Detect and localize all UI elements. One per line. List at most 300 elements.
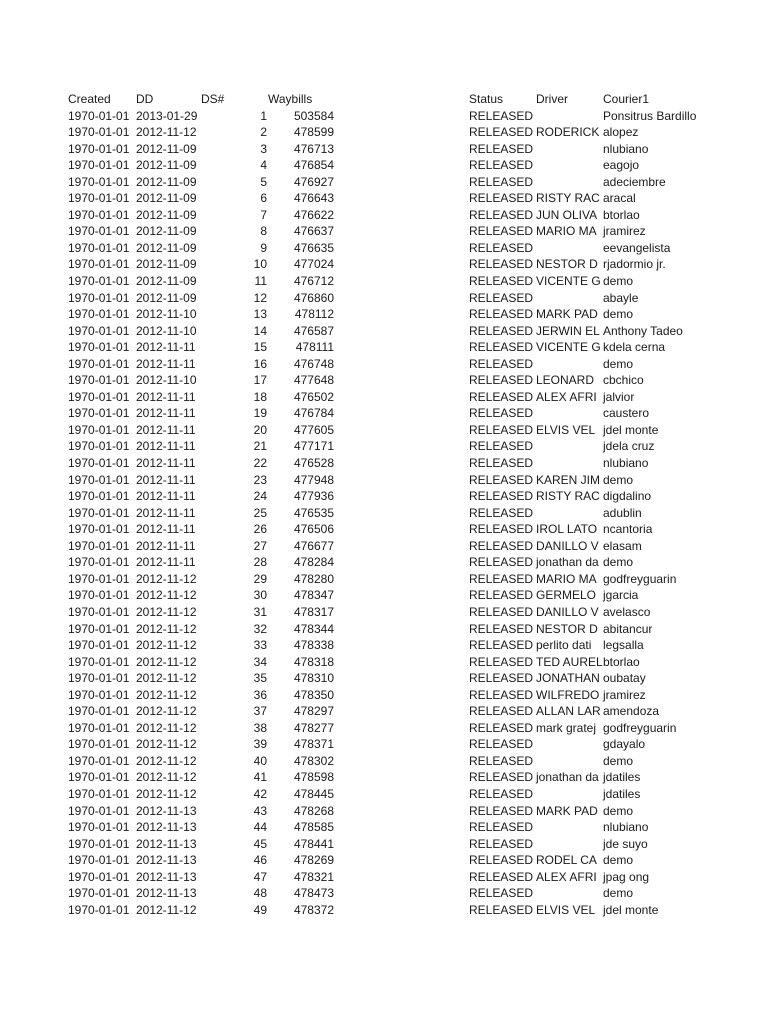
cell-created: 1970-01-01: [68, 588, 130, 603]
cell-created: 1970-01-01: [68, 753, 130, 768]
cell-waybill: 476927: [293, 174, 334, 189]
cell-waybill: 477948: [293, 472, 334, 487]
cell-created: 1970-01-01: [68, 687, 130, 702]
cell-courier: abitancur: [603, 621, 653, 636]
cell-dd: 2012-11-11: [136, 489, 196, 504]
cell-driver: TED AUREL: [536, 654, 603, 669]
cell-ds: 3: [260, 141, 267, 156]
cell-ds: 40: [253, 753, 267, 768]
cell-dd: 2012-11-11: [136, 472, 196, 487]
cell-dd: 2012-11-12: [136, 902, 197, 917]
cell-courier: jpag ong: [603, 869, 650, 884]
cell-status: RELEASED: [469, 538, 534, 553]
cell-courier: adublin: [603, 505, 642, 520]
cell-courier: nlubiano: [603, 456, 649, 471]
cell-waybill: 478302: [293, 753, 334, 768]
cell-status: RELEASED: [469, 737, 534, 752]
cell-created: 1970-01-01: [68, 654, 130, 669]
cell-waybill: 476535: [293, 505, 334, 520]
cell-dd: 2012-11-09: [136, 274, 197, 289]
cell-created: 1970-01-01: [68, 853, 130, 868]
cell-courier: demo: [603, 753, 634, 768]
cell-waybill: 478344: [293, 621, 334, 636]
cell-status: RELEASED: [469, 141, 534, 156]
cell-created: 1970-01-01: [68, 786, 130, 801]
cell-driver: jonathan da: [536, 555, 599, 570]
table-row: [0, 654, 768, 671]
cell-waybill: 476713: [293, 141, 334, 156]
cell-dd: 2012-11-13: [136, 803, 197, 818]
cell-ds: 32: [253, 621, 267, 636]
table-row: [0, 521, 768, 538]
cell-waybill: 477648: [293, 373, 334, 388]
cell-courier: eevangelista: [603, 240, 671, 255]
table-row: [0, 273, 768, 290]
cell-status: RELEASED: [469, 158, 534, 173]
cell-status: RELEASED: [469, 389, 534, 404]
table-row: [0, 852, 768, 869]
cell-waybill: 478280: [293, 571, 334, 586]
cell-created: 1970-01-01: [68, 803, 130, 818]
cell-waybill: 478473: [293, 886, 334, 901]
cell-dd: 2012-11-12: [136, 654, 197, 669]
cell-courier: jalvior: [603, 389, 635, 404]
table-row: [0, 124, 768, 141]
cell-status: RELEASED: [469, 472, 534, 487]
cell-created: 1970-01-01: [68, 257, 130, 272]
cell-waybill: 478317: [293, 604, 334, 619]
cell-waybill: 478318: [293, 654, 334, 669]
cell-ds: 44: [253, 820, 267, 835]
cell-status: RELEASED: [469, 174, 534, 189]
cell-status: RELEASED: [469, 323, 534, 338]
cell-driver: NESTOR D: [536, 621, 598, 636]
table-row: [0, 505, 768, 522]
cell-dd: 2012-11-12: [136, 704, 197, 719]
cell-status: RELEASED: [469, 489, 534, 504]
table-row: [0, 720, 768, 737]
cell-dd: 2012-11-12: [136, 737, 197, 752]
cell-created: 1970-01-01: [68, 406, 130, 421]
cell-ds: 4: [260, 158, 267, 173]
cell-status: RELEASED: [469, 621, 534, 636]
cell-waybill: 478112: [294, 307, 334, 322]
cell-created: 1970-01-01: [68, 158, 130, 173]
header-driver: Driver: [536, 92, 568, 106]
cell-ds: 7: [260, 207, 267, 222]
table-row: [0, 753, 768, 770]
cell-dd: 2012-11-10: [136, 323, 197, 338]
cell-driver: WILFREDO: [536, 687, 600, 702]
cell-driver: DANILLO V: [536, 604, 599, 619]
cell-created: 1970-01-01: [68, 274, 130, 289]
table-row: [0, 108, 768, 125]
cell-ds: 23: [253, 472, 267, 487]
cell-ds: 1: [260, 108, 267, 123]
cell-courier: aracal: [603, 191, 636, 206]
table-body: [0, 108, 768, 919]
cell-status: RELEASED: [469, 770, 534, 785]
cell-courier: legsalla: [603, 638, 644, 653]
table-row: [0, 687, 768, 704]
cell-status: RELEASED: [469, 638, 534, 653]
table-row: [0, 389, 768, 406]
cell-waybill: 478441: [293, 836, 334, 851]
table-row: [0, 587, 768, 604]
cell-courier: adeciembre: [603, 174, 666, 189]
cell-status: RELEASED: [469, 836, 534, 851]
cell-dd: 2012-11-11: [136, 389, 196, 404]
cell-ds: 2: [260, 125, 267, 140]
cell-status: RELEASED: [469, 571, 534, 586]
cell-status: RELEASED: [469, 257, 534, 272]
cell-driver: KAREN JIM: [536, 472, 601, 487]
cell-created: 1970-01-01: [68, 638, 130, 653]
cell-dd: 2012-11-09: [136, 141, 197, 156]
cell-dd: 2012-11-12: [136, 588, 197, 603]
cell-dd: 2012-11-11: [136, 555, 196, 570]
cell-driver: IROL LATO: [536, 522, 598, 537]
cell-ds: 48: [253, 886, 267, 901]
cell-status: RELEASED: [469, 853, 534, 868]
cell-courier: jramirez: [603, 687, 646, 702]
cell-courier: digdalino: [603, 489, 652, 504]
table-row: [0, 869, 768, 886]
cell-status: RELEASED: [469, 240, 534, 255]
cell-dd: 2012-11-12: [136, 770, 197, 785]
table-row: [0, 736, 768, 753]
cell-dd: 2012-11-09: [136, 191, 197, 206]
header-status: Status: [469, 92, 504, 106]
cell-waybill: 478338: [293, 638, 334, 653]
cell-waybill: 476635: [293, 240, 334, 255]
cell-dd: 2012-11-11: [136, 340, 196, 355]
cell-ds: 36: [253, 687, 267, 702]
cell-dd: 2012-11-12: [136, 604, 197, 619]
cell-courier: jramirez: [603, 224, 646, 239]
cell-ds: 15: [253, 340, 267, 355]
cell-created: 1970-01-01: [68, 555, 130, 570]
cell-courier: jdatiles: [603, 786, 641, 801]
cell-waybill: 476643: [293, 191, 334, 206]
cell-waybill: 476712: [293, 274, 334, 289]
cell-created: 1970-01-01: [68, 704, 130, 719]
table-row: [0, 372, 768, 389]
cell-ds: 45: [253, 836, 267, 851]
cell-created: 1970-01-01: [68, 389, 130, 404]
cell-courier: ncantoria: [603, 522, 653, 537]
cell-courier: gdayalo: [603, 737, 646, 752]
cell-ds: 46: [253, 853, 267, 868]
cell-courier: nlubiano: [603, 820, 649, 835]
cell-courier: demo: [603, 803, 634, 818]
cell-dd: 2012-11-11: [136, 538, 196, 553]
cell-status: RELEASED: [469, 290, 534, 305]
cell-status: RELEASED: [469, 902, 534, 917]
cell-courier: nlubiano: [603, 141, 649, 156]
cell-waybill: 478310: [293, 671, 334, 686]
table-row: [0, 323, 768, 340]
cell-status: RELEASED: [469, 274, 534, 289]
cell-courier: alopez: [603, 125, 639, 140]
table-row: [0, 157, 768, 174]
table-row: [0, 769, 768, 786]
cell-dd: 2012-11-09: [136, 207, 197, 222]
cell-created: 1970-01-01: [68, 489, 130, 504]
table-row: [0, 339, 768, 356]
table-row: [0, 637, 768, 654]
cell-courier: eagojo: [603, 158, 640, 173]
cell-courier: btorlao: [603, 207, 640, 222]
cell-driver: MARIO MA: [536, 224, 597, 239]
cell-courier: jdela cruz: [603, 439, 655, 454]
table-row: [0, 141, 768, 158]
cell-created: 1970-01-01: [68, 108, 130, 123]
cell-status: RELEASED: [469, 439, 534, 454]
table-row: [0, 703, 768, 720]
cell-created: 1970-01-01: [68, 174, 130, 189]
cell-status: RELEASED: [469, 803, 534, 818]
cell-status: RELEASED: [469, 720, 534, 735]
cell-status: RELEASED: [469, 340, 534, 355]
cell-ds: 12: [253, 290, 267, 305]
cell-dd: 2012-11-11: [136, 522, 196, 537]
cell-created: 1970-01-01: [68, 737, 130, 752]
cell-ds: 35: [253, 671, 267, 686]
cell-courier: godfreyguarin: [603, 720, 677, 735]
cell-created: 1970-01-01: [68, 224, 130, 239]
cell-ds: 25: [253, 505, 267, 520]
cell-waybill: 476860: [293, 290, 334, 305]
table-row: [0, 174, 768, 191]
table-row: [0, 207, 768, 224]
cell-driver: VICENTE G: [536, 274, 601, 289]
cell-dd: 2012-11-09: [136, 240, 197, 255]
cell-waybill: 477024: [293, 257, 334, 272]
cell-waybill: 476502: [293, 389, 334, 404]
cell-status: RELEASED: [469, 820, 534, 835]
cell-dd: 2012-11-09: [136, 224, 197, 239]
cell-status: RELEASED: [469, 108, 534, 123]
cell-created: 1970-01-01: [68, 538, 130, 553]
cell-status: RELEASED: [469, 191, 534, 206]
cell-created: 1970-01-01: [68, 522, 130, 537]
table-row: [0, 472, 768, 489]
cell-created: 1970-01-01: [68, 125, 130, 140]
cell-created: 1970-01-01: [68, 323, 130, 338]
cell-dd: 2012-11-13: [136, 853, 197, 868]
cell-dd: 2012-11-12: [136, 687, 197, 702]
cell-waybill: 477936: [293, 489, 334, 504]
cell-driver: JUN OLIVA: [536, 207, 598, 222]
cell-dd: 2012-11-10: [136, 373, 197, 388]
cell-ds: 26: [253, 522, 267, 537]
table-row: [0, 902, 768, 919]
cell-dd: 2012-11-12: [136, 571, 197, 586]
cell-ds: 30: [253, 588, 267, 603]
cell-waybill: 476854: [293, 158, 334, 173]
cell-status: RELEASED: [469, 356, 534, 371]
cell-dd: 2012-11-12: [136, 125, 197, 140]
cell-created: 1970-01-01: [68, 356, 130, 371]
cell-status: RELEASED: [469, 307, 534, 322]
cell-courier: demo: [603, 853, 634, 868]
cell-waybill: 478268: [293, 803, 334, 818]
cell-waybill: 476637: [293, 224, 334, 239]
cell-driver: ELVIS VEL: [536, 902, 596, 917]
cell-ds: 49: [253, 902, 267, 917]
cell-courier: jde suyo: [603, 836, 648, 851]
header-waybills: Waybills: [268, 92, 313, 106]
cell-courier: demo: [603, 555, 634, 570]
cell-driver: DANILLO V: [536, 538, 599, 553]
table-row: [0, 604, 768, 621]
cell-dd: 2012-11-11: [136, 505, 196, 520]
cell-courier: elasam: [603, 538, 642, 553]
cell-ds: 31: [253, 604, 267, 619]
cell-created: 1970-01-01: [68, 456, 130, 471]
cell-ds: 38: [253, 720, 267, 735]
cell-dd: 2012-11-12: [136, 671, 197, 686]
cell-courier: avelasco: [603, 604, 651, 619]
cell-status: RELEASED: [469, 505, 534, 520]
cell-ds: 42: [253, 786, 267, 801]
cell-waybill: 503584: [293, 108, 334, 123]
cell-dd: 2012-11-10: [136, 307, 197, 322]
cell-courier: abayle: [603, 290, 639, 305]
cell-created: 1970-01-01: [68, 472, 130, 487]
table-row: [0, 190, 768, 207]
cell-status: RELEASED: [469, 753, 534, 768]
cell-created: 1970-01-01: [68, 439, 130, 454]
cell-dd: 2012-11-11: [136, 356, 196, 371]
cell-waybill: 478277: [293, 720, 334, 735]
cell-dd: 2012-11-09: [136, 290, 197, 305]
table-row: [0, 240, 768, 257]
cell-created: 1970-01-01: [68, 373, 130, 388]
cell-courier: kdela cerna: [603, 340, 666, 355]
header-dd: DD: [136, 92, 154, 106]
cell-created: 1970-01-01: [68, 836, 130, 851]
cell-dd: 2012-11-11: [136, 422, 196, 437]
cell-status: RELEASED: [469, 373, 534, 388]
cell-courier: Anthony Tadeo: [603, 323, 683, 338]
cell-created: 1970-01-01: [68, 571, 130, 586]
cell-status: RELEASED: [469, 224, 534, 239]
cell-driver: ALEX AFRI: [536, 389, 597, 404]
cell-driver: ALEX AFRI: [536, 869, 597, 884]
cell-ds: 28: [253, 555, 267, 570]
cell-driver: GERMELO: [536, 588, 597, 603]
cell-created: 1970-01-01: [68, 902, 130, 917]
cell-waybill: 478350: [293, 687, 334, 702]
cell-created: 1970-01-01: [68, 505, 130, 520]
cell-status: RELEASED: [469, 588, 534, 603]
header-created: Created: [68, 92, 111, 106]
cell-status: RELEASED: [469, 522, 534, 537]
cell-waybill: 478297: [293, 704, 334, 719]
cell-ds: 19: [253, 406, 267, 421]
cell-dd: 2012-11-13: [136, 820, 197, 835]
cell-waybill: 478269: [293, 853, 334, 868]
cell-status: RELEASED: [469, 704, 534, 719]
cell-driver: ALLAN LAR: [536, 704, 601, 719]
cell-dd: 2012-11-11: [136, 406, 196, 421]
cell-courier: Ponsitrus Bardillo: [603, 108, 697, 123]
cell-courier: jgarcia: [603, 588, 639, 603]
cell-ds: 27: [253, 538, 267, 553]
cell-driver: RISTY RAC: [536, 191, 600, 206]
cell-ds: 5: [260, 174, 267, 189]
table-row: [0, 223, 768, 240]
cell-ds: 8: [260, 224, 267, 239]
cell-driver: MARK PAD: [536, 307, 598, 322]
cell-ds: 11: [254, 274, 267, 289]
cell-courier: demo: [603, 356, 634, 371]
header-ds: DS#: [201, 92, 225, 106]
table-row: [0, 356, 768, 373]
cell-ds: 17: [253, 373, 267, 388]
cell-ds: 22: [253, 456, 267, 471]
cell-courier: jdel monte: [603, 422, 659, 437]
cell-dd: 2012-11-12: [136, 621, 197, 636]
cell-status: RELEASED: [469, 671, 534, 686]
cell-driver: jonathan da: [536, 770, 599, 785]
cell-created: 1970-01-01: [68, 141, 130, 156]
cell-status: RELEASED: [469, 687, 534, 702]
cell-waybill: 477605: [293, 422, 334, 437]
cell-ds: 9: [260, 240, 267, 255]
cell-driver: RODERICK: [536, 125, 600, 140]
table-row: [0, 455, 768, 472]
cell-courier: cbchico: [603, 373, 644, 388]
cell-ds: 13: [253, 307, 267, 322]
cell-status: RELEASED: [469, 125, 534, 140]
cell-created: 1970-01-01: [68, 621, 130, 636]
table-row: [0, 538, 768, 555]
cell-courier: demo: [603, 274, 634, 289]
cell-dd: 2013-01-29: [136, 108, 198, 123]
cell-status: RELEASED: [469, 207, 534, 222]
cell-status: RELEASED: [469, 406, 534, 421]
cell-ds: 21: [253, 439, 267, 454]
cell-waybill: 476748: [293, 356, 334, 371]
cell-waybill: 477171: [293, 439, 334, 454]
cell-courier: rjadormio jr.: [603, 257, 666, 272]
cell-ds: 43: [253, 803, 267, 818]
cell-dd: 2012-11-09: [136, 257, 197, 272]
cell-driver: NESTOR D: [536, 257, 598, 272]
cell-dd: 2012-11-09: [136, 174, 197, 189]
cell-waybill: 478371: [293, 737, 334, 752]
header-courier: Courier1: [603, 92, 650, 106]
table-row: [0, 803, 768, 820]
cell-waybill: 476677: [293, 538, 334, 553]
cell-created: 1970-01-01: [68, 290, 130, 305]
cell-ds: 33: [253, 638, 267, 653]
cell-driver: RODEL CA: [536, 853, 597, 868]
cell-driver: JONATHAN: [536, 671, 600, 686]
table-row: [0, 836, 768, 853]
cell-waybill: 478111: [295, 340, 334, 355]
table-row: [0, 488, 768, 505]
cell-driver: perlito dati: [536, 638, 592, 653]
cell-waybill: 476506: [293, 522, 334, 537]
cell-ds: 6: [260, 191, 267, 206]
cell-created: 1970-01-01: [68, 886, 130, 901]
cell-courier: demo: [603, 472, 634, 487]
table-row: [0, 670, 768, 687]
